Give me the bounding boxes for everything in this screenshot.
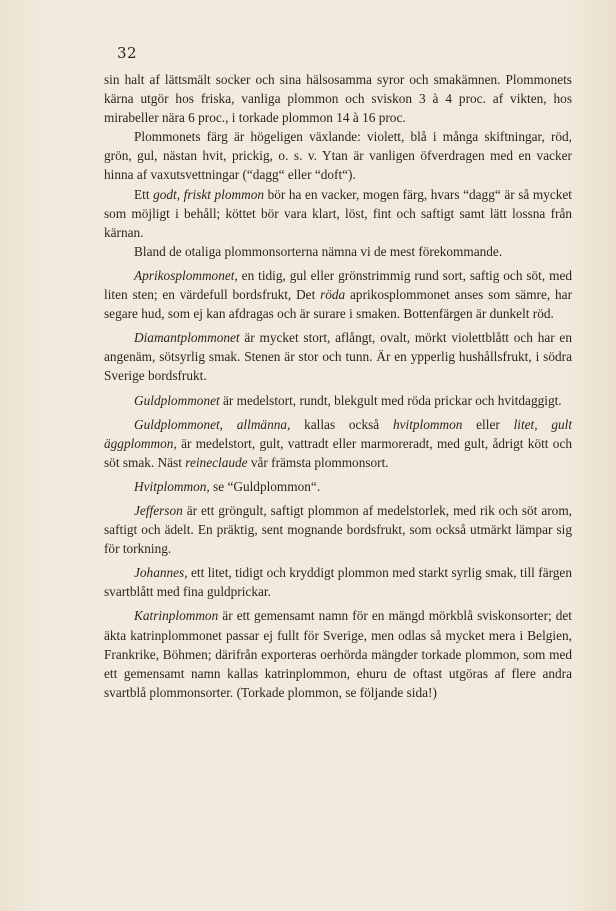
text-run: se “Guldplommon“. [209, 478, 321, 494]
italic-term: röda [320, 287, 346, 303]
paragraph-p4: Bland de otaliga plommonsorterna nämna vi de mest förekommande. [134, 243, 503, 259]
paragraph-p11 [104, 563, 572, 601]
text-run: vår främsta plommonsort. [247, 454, 389, 470]
paragraph-p9 [104, 477, 572, 496]
italic-term: Hvitplommon, [134, 478, 210, 494]
text-run: är ett gröngult, saftigt plommon af medelstorlek, med rik och söt arom, saftigt och ädelt. En präktig, sent mognande bordsfrukt, som också utmärkt lämpar sig för torkning. [104, 502, 572, 557]
text-run: är medelstort, rundt, blekgult med röda prickar och hvitdaggigt. [219, 392, 562, 408]
italic-term: godt, friskt plommon [153, 186, 265, 202]
text-run: ett litet, tidigt och kryddigt plommon med starkt syrlig smak, till färgen svartblått med fina guldprickar. [104, 565, 572, 600]
italic-term: Jefferson [134, 502, 183, 518]
paragraph-p10 [104, 501, 572, 558]
italic-term: litet, gult äggplommon, [104, 416, 573, 451]
text-run: aprikosplommonet anses som sämre, har segare hud, som ej kan afdragas och är surare i smaken. Bottenfärgen är dunkelt röd. [104, 287, 572, 322]
italic-term: Johannes, [134, 565, 188, 581]
italic-term: Guldplommonet, allmänna, [134, 416, 291, 432]
paragraph-p5 [104, 266, 572, 323]
paragraph-p7 [104, 391, 572, 410]
text-run: är mycket stort, aflångt, ovalt, mörkt violettblått och har en angenäm, sötsyrlig smak. Stenen är stor och tunn. Är en ypperlig hushållsfrukt, i södra Sverige bordsfrukt. [104, 330, 572, 384]
text-run: eller [462, 416, 514, 432]
italic-term: reineclaude [185, 454, 248, 470]
italic-term: Diamantplommonet [134, 330, 240, 346]
paragraph-p12 [104, 606, 572, 701]
text-run: kallas också [290, 416, 393, 432]
text-run: en tidig, gul eller grönstrimmig rund sort, saftig och söt, med liten sten; en värdefull bordsfrukt, Det [104, 267, 572, 303]
paragraph-p2: Plommonets färg är högeligen växlande: violett, blå i många skiftningar, röd, grön, gul, nästan hvit, prickig, o. s. v. Ytan är vanligen öfverdragen med en vacker hinna af vaxutsvettningar (“dagg“ eller “doft“). [104, 129, 572, 183]
text-run: Ett [134, 186, 154, 202]
paragraph-p6 [104, 328, 572, 385]
text-run: är medelstort, gult, vattradt eller marmoreradt, med gult, ådrigt kött och söt smak. Näst [104, 435, 572, 470]
paragraph-p8 [104, 415, 572, 472]
italic-term: Aprikosplommonet, [134, 267, 238, 283]
paragraph-p3 [104, 185, 572, 242]
paragraph-p1: sin halt af lättsmält socker och sina hälsosamma syror och smakämnen. Plommonets kärna utgör hos friska, vanliga plommon och sviskon 3 à 4 proc. af vikten, hos mirabeller nära 6 proc., i torkade plommon 14 à 16 proc. [104, 72, 572, 126]
italic-term: hvitplommon [392, 416, 463, 432]
italic-term: Guldplommonet [134, 392, 220, 408]
text-run: bör ha en vacker, mogen färg, hvars “dagg“ är så mycket som möjligt i behåll; köttet bör vara klart, löst, fint och saftigt samt lätt lossna från kärnan. [104, 186, 572, 240]
body-text [104, 70, 572, 702]
text-run: är ett gemensamt namn för en mängd mörkblå sviskonsorter; det äkta katrinplommonet passar ej fullt för Sverige, men odlas så mycket mera i Belgien, Frankrike, Böhmen; därifrån exporteras oerhörda mängder torkade plommon, som med ett gemensamt namn kallas katrinplommon, ehuru de oftast utgöras af flere andra svartblå plommonsorter. (Torkade plommon, se följande sida!) [104, 608, 572, 700]
page-number: 32 [117, 44, 138, 62]
italic-term: Katrinplommon [134, 608, 219, 624]
